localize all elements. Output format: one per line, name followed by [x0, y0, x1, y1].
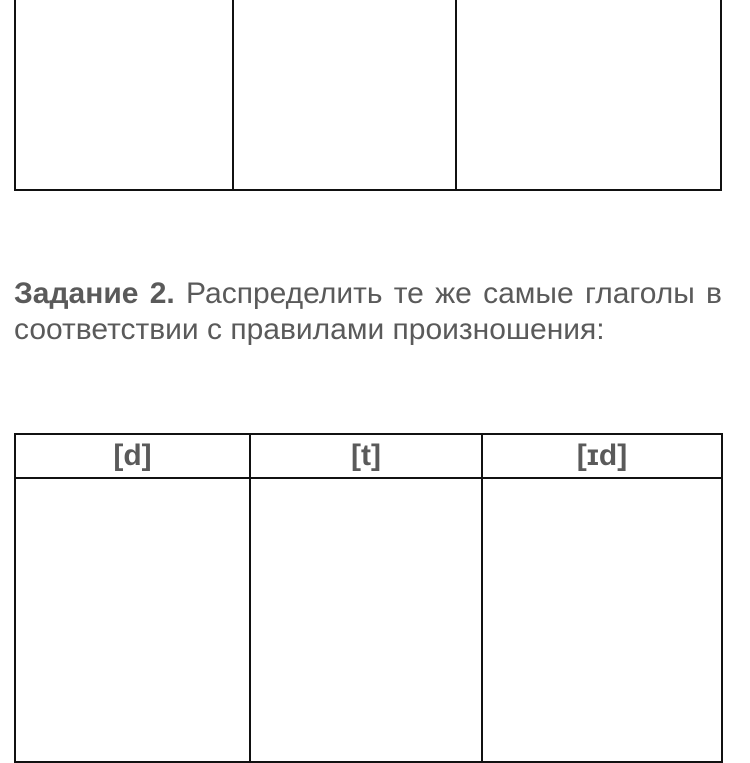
task-2-instruction [14, 276, 722, 348]
previous-table-cell-1 [16, 0, 234, 189]
answer-cell-id[interactable] [483, 479, 721, 761]
previous-table-cell-3 [457, 0, 720, 189]
task-title: Задание 2. [14, 277, 175, 310]
answer-cell-d[interactable] [16, 479, 251, 761]
header-id: [ɪd] [576, 439, 628, 472]
task-text: Распределить те же самые глаголы в соответствии с правилами произношения: [14, 277, 722, 346]
header-t: [t] [251, 435, 483, 477]
pronunciation-table-header [16, 435, 721, 479]
previous-table-cell-2 [234, 0, 457, 189]
header-d: [d] [16, 435, 251, 477]
pronunciation-table-body [16, 479, 721, 761]
pronunciation-table [14, 433, 723, 763]
previous-task-table [14, 0, 722, 191]
answer-cell-t[interactable] [251, 479, 483, 761]
